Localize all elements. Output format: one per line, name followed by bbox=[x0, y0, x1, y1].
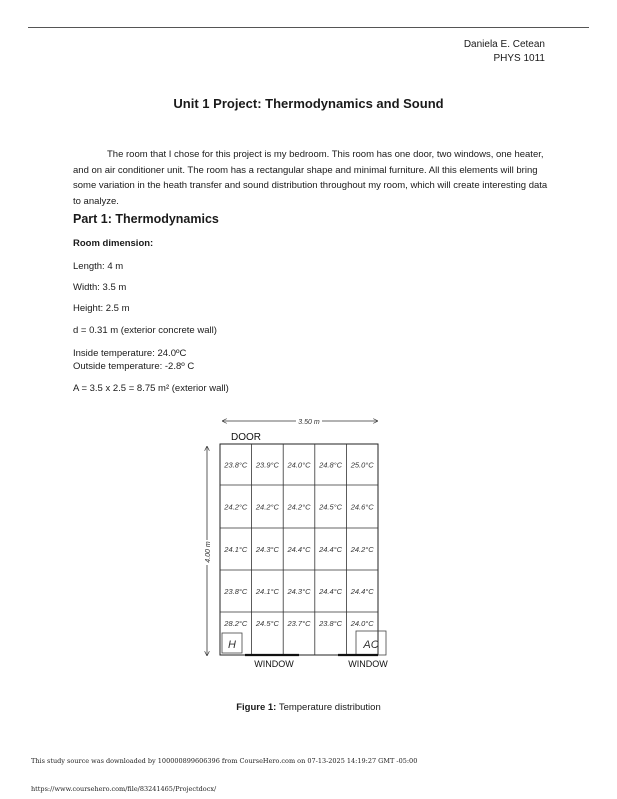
temperature-cell: 23.8°C bbox=[224, 460, 248, 470]
outside-temperature: Outside temperature: -2.8º C bbox=[73, 361, 195, 372]
grid-values bbox=[223, 461, 374, 629]
door-label: DOOR bbox=[231, 432, 261, 443]
ac-label: AC bbox=[363, 639, 379, 651]
temperature-cell: 24.1°C bbox=[224, 545, 248, 554]
heater-label: H bbox=[228, 639, 236, 651]
temperature-cell: 24.2°C bbox=[255, 502, 279, 512]
intro-text: The room that I chose for this project is my bedroom. This room has one door, two windows, one heater, and on air conditioner unit. The room has a rectangular shape and minimal furniture. All this elements will bring some variation in the heath transfer and sound distribution throughout my room, which will create interesting data to analyze. bbox=[73, 149, 548, 207]
wall-area: A = 3.5 x 2.5 = 8.75 m² (exterior wall) bbox=[73, 383, 229, 394]
temperature-cell: 23.9°C bbox=[255, 460, 279, 470]
room-height: Height: 2.5 m bbox=[73, 303, 130, 314]
temperature-cell: 24.4°C bbox=[319, 587, 343, 596]
temperature-cell: 24.2°C bbox=[287, 502, 311, 512]
temperature-cell: 24.8°C bbox=[319, 460, 343, 470]
temperature-cell: 24.4°C bbox=[319, 545, 343, 554]
caption-label: Figure 1: bbox=[236, 702, 277, 713]
caption-text: Temperature distribution bbox=[276, 702, 381, 713]
temperature-cell: 23.8°C bbox=[224, 587, 248, 596]
temperature-cell: 24.5°C bbox=[255, 619, 279, 628]
inside-temperature: Inside temperature: 24.0ºC bbox=[73, 348, 187, 359]
temperature-cell: 24.0°C bbox=[287, 460, 311, 470]
temperature-cell: 24.4°C bbox=[350, 587, 374, 596]
section-heading: Part 1: Thermodynamics bbox=[73, 212, 219, 226]
temperature-cell: 24.2°C bbox=[350, 545, 374, 554]
course-code: PHYS 1011 bbox=[493, 53, 545, 64]
temperature-cell: 24.3°C bbox=[255, 545, 279, 554]
window-left-label: WINDOW bbox=[254, 659, 294, 669]
temperature-cell: 24.1°C bbox=[255, 587, 279, 596]
temperature-cell: 25.0°C bbox=[350, 460, 374, 470]
temperature-cell: 24.6°C bbox=[350, 502, 374, 512]
room-length: Length: 4 m bbox=[73, 261, 124, 272]
room-width: Width: 3.5 m bbox=[73, 282, 127, 293]
room-dimension-heading: Room dimension: bbox=[73, 238, 154, 249]
temperature-cell: 24.3°C bbox=[287, 587, 311, 596]
temperature-cell: 24.5°C bbox=[319, 502, 343, 512]
footer-url[interactable]: https://www.coursehero.com/file/83241465/Projectdocx/ bbox=[31, 785, 217, 793]
temperature-cell: 28.2°C bbox=[224, 619, 248, 628]
window-right-label: WINDOW bbox=[348, 659, 388, 669]
temperature-cell: 24.4°C bbox=[287, 545, 311, 554]
document-title: Unit 1 Project: Thermodynamics and Sound bbox=[173, 96, 444, 111]
wall-thickness: d = 0.31 m (exterior concrete wall) bbox=[73, 325, 217, 336]
author-name: Daniela E. Cetean bbox=[463, 39, 545, 50]
footer-source: This study source was downloaded by 100000899606396 from CourseHero.com on 07-13-2025 14:19:27 GMT -05:00 bbox=[31, 757, 418, 765]
width-label: 3.50 m bbox=[298, 419, 320, 426]
figure-caption bbox=[0, 702, 617, 713]
temperature-cell: 24.0°C bbox=[350, 619, 374, 628]
temperature-cell: 23.7°C bbox=[287, 619, 311, 628]
temperature-cell: 24.2°C bbox=[224, 502, 248, 512]
temperature-cell: 23.8°C bbox=[319, 619, 343, 628]
height-label: 4.00 m bbox=[205, 541, 212, 563]
